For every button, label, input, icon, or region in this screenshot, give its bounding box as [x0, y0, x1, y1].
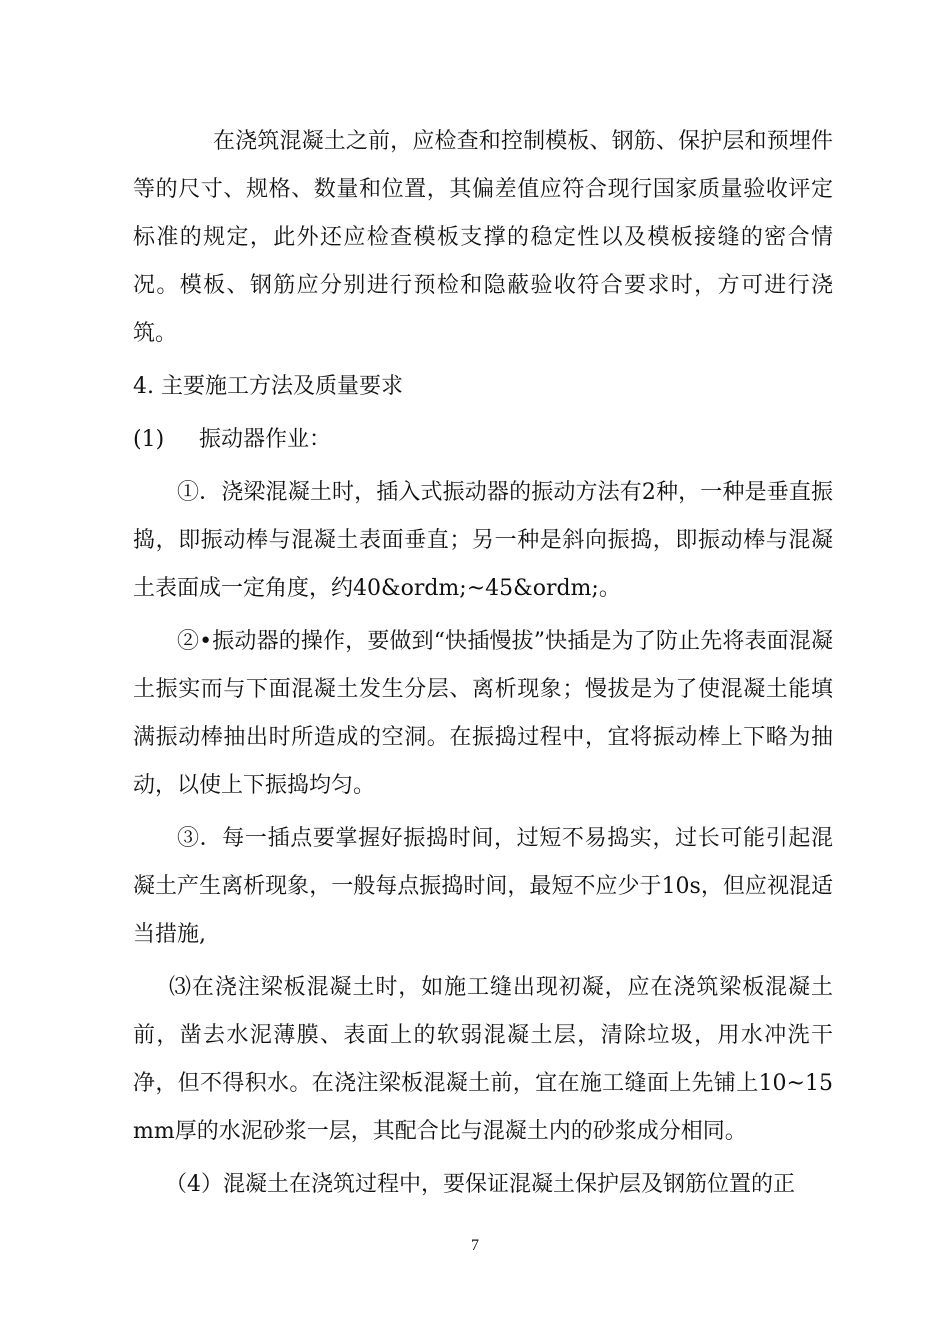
subsection-title: 振动器作业：	[199, 427, 332, 452]
list-item-1: ①．浇梁混凝土时，插入式振动器的振动方法有2种，一种是垂直振捣，即振动棒与混凝土表面垂直；另一种是斜向振捣，即振动棒与混凝土表面成一定角度，约40&ordm;~45&ordm;。	[133, 480, 833, 601]
section-heading-4: 4. 主要施工方法及质量要求	[133, 374, 403, 399]
page-number: 7	[471, 1237, 479, 1254]
list-item-5: （4）混凝土在浇筑过程中，要保证混凝土保护层及钢筋位置的正	[165, 1172, 795, 1197]
list-item-2: ②•振动器的操作，要做到“快插慢拔”快插是为了防止先将表面混凝土振实而与下面混凝土发生分层、离析现象；慢拔是为了使混凝土能填满振动棒抽出时所造成的空洞。在振捣过程中，宜将振动棒上下略为抽动，以使上下振捣均匀。	[133, 629, 833, 798]
list-item-4: ⑶在浇注梁板混凝土时，如施工缝出现初凝，应在浇筑梁板混凝土前，凿去水泥薄膜、表面上的软弱混凝土层，清除垃圾，用水冲洗干净，但不得积水。在浇注梁板混凝土前，宜在施工缝面上先铺上10~15mm厚的水泥砂浆一层，其配合比与混凝土内的砂浆成分相同。	[133, 975, 833, 1144]
list-item-3: ③．每一插点要掌握好振捣时间，过短不易捣实，过长可能引起混凝土产生离析现象，一般每点振捣时间，最短不应少于10s，但应视混适当措施,	[133, 826, 833, 947]
subsection-label: (1)	[133, 427, 165, 452]
document-body	[133, 118, 833, 1214]
paragraph-inspection: 在浇筑混凝土之前，应检查和控制模板、钢筋、保护层和预埋件等的尺寸、规格、数量和位置，其偏差值应符合现行国家质量验收评定标准的规定，此外还应检查模板支撑的稳定性以及模板接缝的密合情况。模板、钢筋应分别进行预检和隐蔽验收符合要求时，方可进行浇筑。	[133, 129, 833, 346]
subsection-vibrator	[133, 416, 833, 464]
